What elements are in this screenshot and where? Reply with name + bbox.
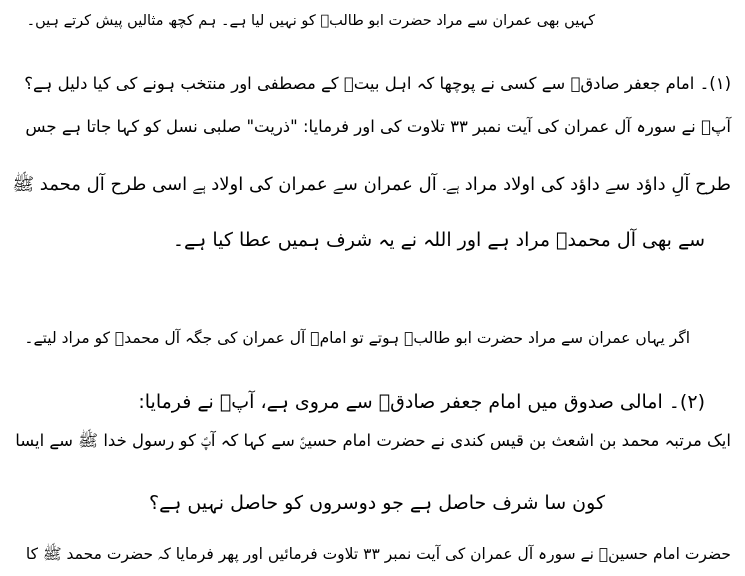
text-line-5: سے بھی آل محمدؐ مراد ہے اور اللہ نے یہ شرف ہمیں عطا کیا ہے۔ (172, 229, 705, 251)
text-line-3: آپؑ نے سورہ آل عمران کی آیت نمبر ۳۳ تلاوت کی اور فرمایا: "ذریت" صلبی نسل کو کہا جاتا ہے جس (25, 117, 731, 136)
text-line-4: طرح آلِ داؤد سے داؤد کی اولاد مراد ہے۔ آل عمران سے عمران کی اولاد ہے اسی طرح آل محمد ﷺ (12, 174, 731, 195)
text-line-1: کہیں بھی عمران سے مراد حضرت ابو طالبؑ کو نہیں لیا ہے۔ ہم کچھ مثالیں پیش کرتے ہیں۔ (26, 13, 595, 29)
text-line-10: حضرت امام حسینؑ نے سورہ آل عمران کی آیت نمبر ۳۳ تلاوت فرمائیں اور پھر فرمایا کہ حضرت محمد ﷺ کا (25, 545, 731, 563)
text-line-2: (۱)۔ امام جعفر صادقؑ سے کسی نے پوچھا کہ اہل بیتؑ کے مصطفی اور منتخب ہونے کی کیا دلیل ہے؟ (24, 74, 731, 93)
text-line-7: (۲)۔ امالی صدوق میں امام جعفر صادقؑ سے مروی ہے، آپؑ نے فرمایا: (138, 391, 705, 413)
text-line-9: کون سا شرف حاصل ہے جو دوسروں کو حاصل نہیں ہے؟ (149, 492, 605, 514)
text-line-6: اگر یہاں عمران سے مراد حضرت ابو طالبؑ ہوتے تو امامؑ آل عمران کی جگہ آل محمدؐ کو مراد لیتے۔ (24, 329, 690, 347)
text-line-8: ایک مرتبہ محمد بن اشعث بن قیس کندی نے حضرت امام حسینؑ سے کہا کہ آپؑ کو رسول خدا ﷺ سے ایسا (15, 431, 731, 450)
